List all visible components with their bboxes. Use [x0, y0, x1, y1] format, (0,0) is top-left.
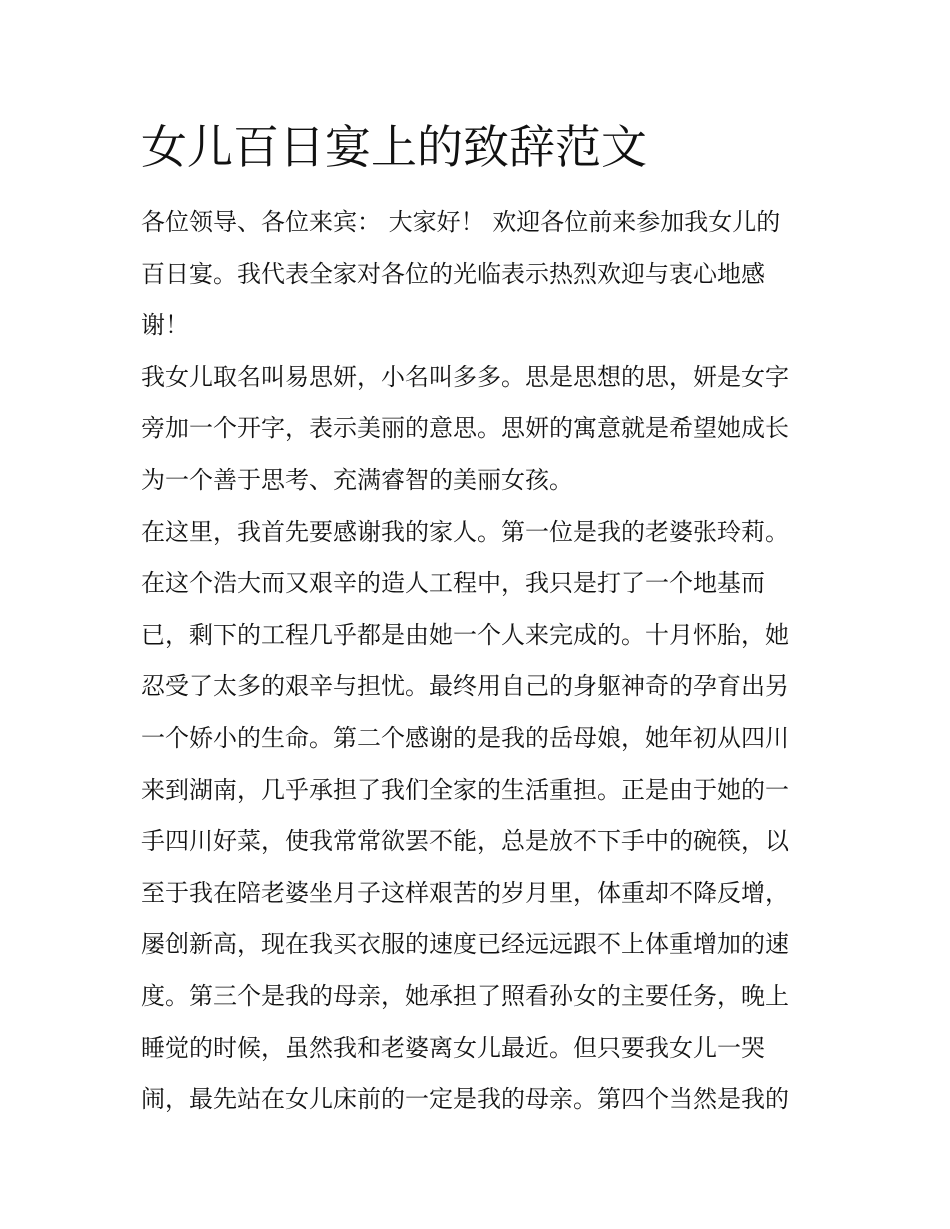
document-title: 女儿百日宴上的致辞范文: [141, 120, 647, 174]
text-line: 闹，最先站在女儿床前的一定是我的母亲。第四个当然是我的: [141, 1085, 789, 1114]
text-line: 在这个浩大而又艰辛的造人工程中，我只是打了一个地基而: [141, 569, 765, 598]
text-line: 手四川好菜，使我常常欲罢不能，总是放不下手中的碗筷，以: [141, 827, 789, 856]
text-line: 百日宴。我代表全家对各位的光临表示热烈欢迎与衷心地感: [141, 259, 765, 288]
text-line: 度。第三个是我的母亲，她承担了照看孙女的主要任务，晚上: [141, 981, 789, 1010]
text-line: 忍受了太多的艰辛与担忧。最终用自己的身躯神奇的孕育出另: [141, 672, 789, 701]
text-line: 至于我在陪老婆坐月子这样艰苦的岁月里，体重却不降反增，: [141, 878, 789, 907]
document-body: [141, 197, 821, 1126]
text-line: 为一个善于思考、充满睿智的美丽女孩。: [141, 465, 573, 494]
text-line: 已，剩下的工程几乎都是由她一个人来完成的。十月怀胎，她: [141, 620, 789, 649]
text-line: 我女儿取名叫易思妍，小名叫多多。思是思想的思，妍是女字: [141, 362, 789, 391]
text-line: 在这里，我首先要感谢我的家人。第一位是我的老婆张玲莉。: [141, 517, 789, 546]
text-line: 谢！: [141, 311, 189, 340]
text-line: 一个娇小的生命。第二个感谢的是我的岳母娘，她年初从四川: [141, 723, 789, 752]
text-line: 各位领导、各位来宾： 大家好！ 欢迎各位前来参加我女儿的: [141, 208, 781, 236]
text-line: 旁加一个开字，表示美丽的意思。思妍的寓意就是希望她成长: [141, 414, 789, 443]
text-line: 睡觉的时候，虽然我和老婆离女儿最近。但只要我女儿一哭: [141, 1033, 765, 1062]
text-line: 来到湖南，几乎承担了我们全家的生活重担。正是由于她的一: [141, 775, 789, 804]
text-line: 屡创新高，现在我买衣服的速度已经远远跟不上体重增加的速: [141, 930, 789, 959]
